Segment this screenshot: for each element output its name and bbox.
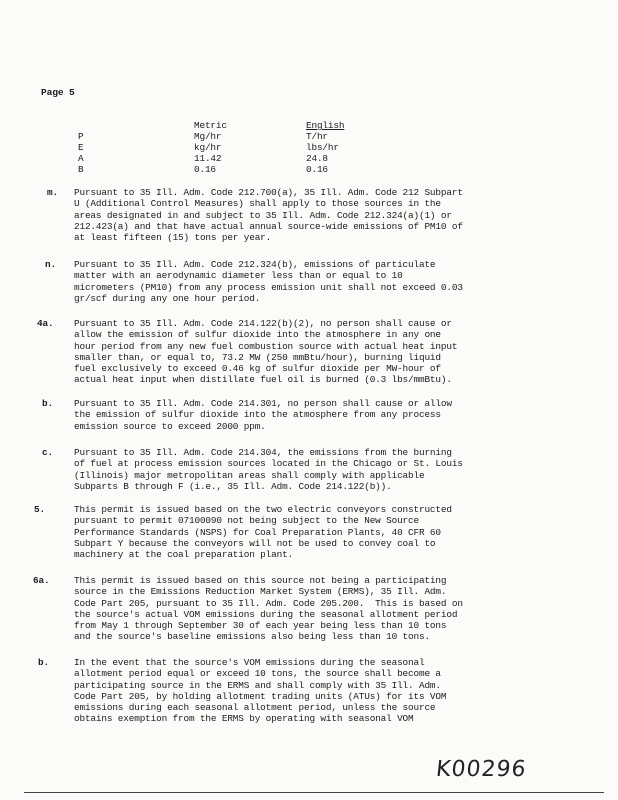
condition-text (74, 575, 544, 643)
units-col-symbol (78, 120, 194, 131)
text-line: machinery at the coal preparation plant. (74, 549, 294, 561)
text-line: source in the Emissions Reduction Market System (ERMS), 35 Ill. Adm. (74, 586, 447, 598)
table-row (78, 153, 344, 164)
units-table (78, 120, 344, 175)
row-metric: 11.42 (194, 153, 222, 164)
row-symbol: A (78, 153, 84, 164)
condition-text (74, 504, 544, 560)
text-line: participating source in the ERMS and shall comply with 35 Ill. Adm. (74, 679, 441, 691)
units-col-metric: Metric (194, 120, 227, 131)
row-metric: kg/hr (194, 142, 222, 153)
text-line: obtains exemption from the ERMS by operating with seasonal VOM (74, 713, 414, 725)
condition-label: n. (45, 259, 56, 270)
text-line: and the source's baseline emissions also being less than 10 tons. (74, 631, 430, 643)
text-line: emission source to exceed 2000 ppm. (74, 420, 266, 432)
text-line: allotment period equal or exceed 10 tons, the source shall become a (74, 668, 441, 680)
text-line: In the event that the source's VOM emissions during the seasonal (74, 657, 425, 668)
condition-label: 5. (34, 504, 45, 515)
row-symbol: P (78, 131, 84, 142)
text-line: smaller than, or equal to, 73.2 MW (250 mmBtu/hour), burning liquid (74, 351, 441, 363)
units-col-english: English (306, 120, 345, 131)
text-line: fuel exclusively to exceed 0.46 kg of sulfur dioxide per MW-hour of (74, 363, 441, 375)
text-line: at least fifteen (15) tons per year. (74, 232, 272, 244)
page-header: Page 5 (41, 87, 75, 98)
condition-label: 4a. (37, 318, 54, 329)
row-metric: 0.16 (194, 164, 216, 175)
row-english: 24.8 (306, 153, 328, 164)
row-symbol: E (78, 142, 84, 153)
text-line: gr/scf during any one hour period. (74, 292, 261, 304)
text-line: matter with an aerodynamic diameter less than or equal to 10 (74, 270, 403, 282)
condition-text (74, 447, 544, 492)
text-line: Performance Standards (NSPS) for Coal Preparation Plants, 40 CFR 60 (74, 526, 441, 538)
row-english: 0.16 (306, 164, 328, 175)
text-line: Subpart Y because the conveyors will not be used to convey coal to (74, 537, 436, 549)
text-line: the emission of sulfur dioxide into the atmosphere from any process (74, 409, 441, 421)
text-line: Code Part 205, pursuant to 35 Ill. Adm. Code 205.200. This is based on (74, 597, 463, 609)
text-line: Code Part 205, by holding allotment trading units (ATUs) for its VOM (74, 690, 447, 702)
text-line: This permit is issued based on the two electric conveyors constructed (74, 504, 452, 515)
text-line: Pursuant to 35 Ill. Adm. Code 212.700(a), 35 Ill. Adm. Code 212 Subpart (74, 187, 463, 198)
text-line: emissions during each seasonal allotment period, unless the source (74, 702, 436, 714)
table-row (78, 142, 344, 153)
row-metric: Mg/hr (194, 131, 222, 142)
condition-text (74, 187, 544, 243)
condition-label: m. (47, 187, 58, 198)
text-line: the source's actual VOM emissions during the seasonal allotment period (74, 608, 458, 620)
row-english: lbs/hr (306, 142, 339, 153)
text-line: Pursuant to 35 Ill. Adm. Code 214.122(b)(2), no person shall cause or (74, 318, 452, 329)
row-symbol: B (78, 164, 84, 175)
text-line: micrometers (PM10) from any process emission unit shall not exceed 0.03 (74, 281, 463, 293)
bates-stamp: K00296 (434, 757, 528, 782)
text-line: areas designated in and subject to 35 Ill. Adm. Code 212.324(a)(1) or (74, 209, 452, 221)
text-line: (Illinois) major metropolitan areas shall comply with applicable (74, 469, 425, 481)
text-line: 212.423(a) and that have actual annual source-wide emissions of PM10 of (74, 220, 463, 232)
text-line: from May 1 through September 30 of each year being less than 10 tons (74, 620, 447, 632)
text-line: Pursuant to 35 Ill. Adm. Code 212.324(b), emissions of particulate (74, 259, 436, 270)
text-line: actual heat input when distillate fuel oil is burned (0.3 lbs/mmBtu). (74, 374, 452, 386)
units-table-header-row (78, 120, 344, 131)
row-english: T/hr (306, 131, 328, 142)
condition-text (74, 318, 544, 386)
text-line: Subparts B through F (i.e., 35 Ill. Adm. Code 214.122(b)). (74, 480, 392, 492)
text-line: hour period from any new fuel combustion source with actual heat input (74, 340, 458, 352)
text-line: This permit is issued based on this source not being a participating (74, 575, 447, 586)
text-line: U (Additional Control Measures) shall apply to those sources in the (74, 198, 441, 210)
condition-text (74, 259, 544, 304)
condition-label: b. (42, 398, 53, 409)
text-line: pursuant to permit 07100090 not being subject to the New Source (74, 515, 419, 527)
footer-rule (24, 792, 604, 793)
text-line: allow the emission of sulfur dioxide into the atmosphere in any one (74, 329, 441, 341)
condition-text (74, 657, 544, 725)
condition-label: 6a. (33, 575, 50, 586)
condition-label: c. (42, 447, 53, 458)
text-line: Pursuant to 35 Ill. Adm. Code 214.304, the emissions from the burning (74, 447, 452, 458)
table-row (78, 131, 344, 142)
text-line: Pursuant to 35 Ill. Adm. Code 214.301, no person shall cause or allow (74, 398, 452, 409)
text-line: of fuel at process emission sources located in the Chicago or St. Louis (74, 458, 463, 470)
condition-text (74, 398, 544, 432)
table-row (78, 164, 344, 175)
condition-label: b. (38, 657, 49, 668)
